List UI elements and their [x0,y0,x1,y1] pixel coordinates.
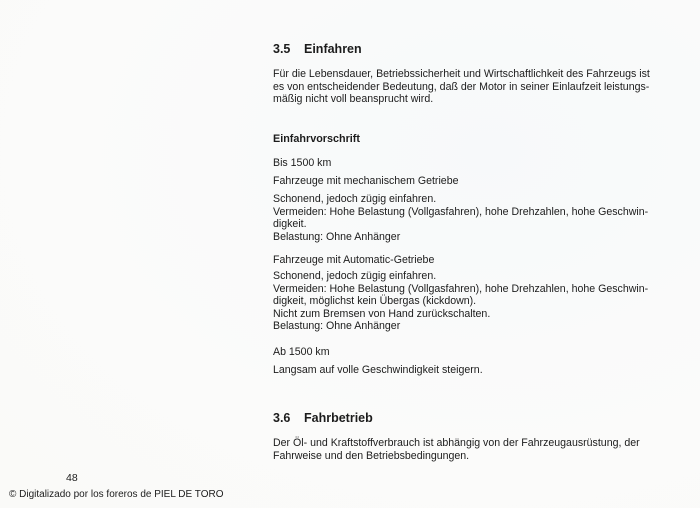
instruction-line: Vermeiden: Hohe Belastung (Vollgasfahren), hohe Drehzahlen, hohe Geschwin- [273,282,649,295]
mechanical-title: Fahrzeuge mit mechanischem Getriebe [273,175,459,187]
ab-text: Ab 1500 km [273,346,330,358]
mechanical-transmission-block [273,175,673,188]
ab-label [273,346,673,359]
subheading-einfahrvorschrift: Einfahrvorschrift [273,133,360,145]
instruction-line: digkeit, möglichst kein Übergas (kickdown). [273,295,477,308]
instruction-line: Schonend, jedoch zügig einfahren. [273,193,437,205]
mechanical-instructions [273,193,673,243]
instruction-line: Vermeiden: Hohe Belastung (Vollgasfahren), hohe Drehzahlen, hohe Geschwin- [273,205,649,218]
section-heading-3-5 [273,42,362,56]
intro-line: mäßig nicht voll beansprucht wird. [273,93,434,106]
intro-paragraph [273,68,673,106]
scan-credit: © Digitalizado por los foreros de PIEL DE TORO [9,489,224,500]
page-number: 48 [66,472,78,484]
section-number: 3.6 [273,411,291,425]
bis-label [273,157,673,170]
instruction-line: Schonend, jedoch zügig einfahren. [273,270,437,282]
fahrbetrieb-paragraph [273,437,673,462]
automatic-instructions [273,270,673,333]
section-title: Fahrbetrieb [304,411,373,425]
intro-line: Für die Lebensdauer, Betriebssicherheit und Wirtschaftlichkeit des Fahrzeugs ist [273,68,650,80]
section-number: 3.5 [273,42,291,56]
automatic-transmission-block [273,254,673,267]
fahrbetrieb-line: Fahrweise und den Betriebsbedingungen. [273,449,470,462]
section-title: Einfahren [304,42,362,56]
instruction-line: Nicht zum Bremsen von Hand zurückschalten. [273,307,491,320]
instruction-line: Belastung: Ohne Anhänger [273,230,401,243]
ab-instruction [273,364,673,377]
fahrbetrieb-line: Der Öl- und Kraftstoffverbrauch ist abhängig von der Fahrzeugausrüstung, der [273,437,640,449]
instruction-line: Belastung: Ohne Anhänger [273,320,401,333]
bis-text: Bis 1500 km [273,157,332,169]
instruction-line: digkeit. [273,218,307,231]
ab-instruction-text: Langsam auf volle Geschwindigkeit steigern. [273,364,483,376]
automatic-title: Fahrzeuge mit Automatic-Getriebe [273,254,435,266]
section-heading-3-6 [273,411,373,425]
intro-line: es von entscheidender Bedeutung, daß der Motor in seiner Einlaufzeit leistungs- [273,80,650,93]
